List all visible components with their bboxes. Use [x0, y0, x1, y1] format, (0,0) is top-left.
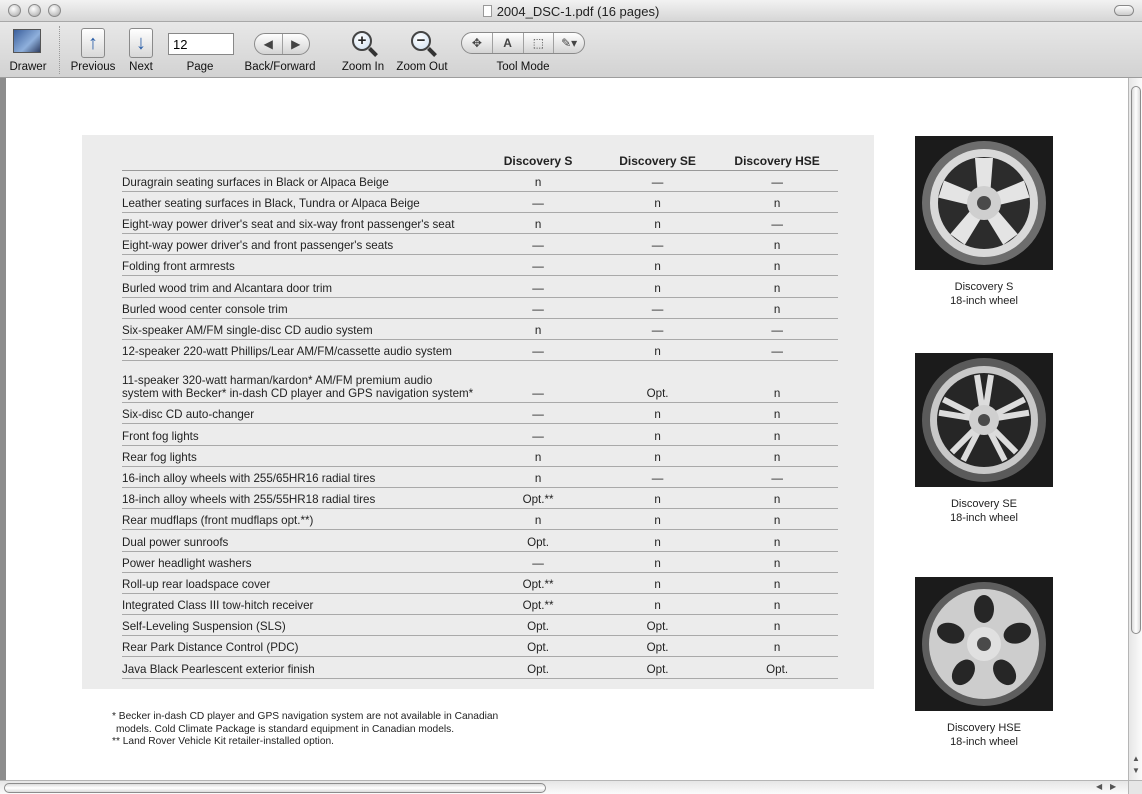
- horizontal-scrollbar[interactable]: [0, 780, 1128, 794]
- availability-cell: n: [599, 276, 716, 297]
- availability-cell: n: [599, 551, 716, 572]
- select-tool-icon[interactable]: ⬚: [524, 33, 555, 53]
- wheel-name-hse: Discovery HSE: [947, 722, 1021, 734]
- feature-name-cell: Burled wood center console trim: [122, 297, 477, 318]
- availability-cell: n: [477, 318, 599, 339]
- feature-name-cell: Eight-way power driver's and front passenger's seats: [122, 234, 477, 255]
- feature-name-cell: Rear fog lights: [122, 445, 477, 466]
- pdf-page: [6, 78, 1128, 780]
- availability-cell: n: [716, 234, 838, 255]
- table-header-discovery-hse: Discovery HSE: [716, 148, 838, 170]
- annotate-tool-icon[interactable]: ✎▾: [561, 36, 578, 50]
- feature-name-cell: Eight-way power driver's seat and six-way front passenger's seat: [122, 212, 477, 233]
- table-row: [122, 276, 838, 297]
- table-row: [122, 170, 838, 191]
- availability-cell: n: [716, 572, 838, 593]
- availability-cell: Opt.: [599, 636, 716, 657]
- availability-cell: n: [599, 340, 716, 361]
- availability-cell: —: [599, 318, 716, 339]
- availability-cell: n: [599, 530, 716, 551]
- footnotes: [112, 711, 498, 749]
- availability-cell: n: [716, 445, 838, 466]
- availability-cell: n: [716, 530, 838, 551]
- availability-cell: —: [477, 276, 599, 297]
- title-bar: [0, 0, 1142, 22]
- availability-cell: n: [477, 509, 599, 530]
- availability-cell: n: [599, 191, 716, 212]
- availability-cell: n: [716, 297, 838, 318]
- availability-cell: n: [477, 466, 599, 487]
- page-label: Page: [186, 61, 214, 73]
- availability-cell: n: [477, 445, 599, 466]
- availability-cell: n: [599, 572, 716, 593]
- availability-cell: n: [716, 361, 838, 403]
- availability-cell: Opt.: [599, 361, 716, 403]
- availability-cell: —: [477, 255, 599, 276]
- availability-cell: n: [716, 551, 838, 572]
- drawer-label: Drawer: [9, 61, 47, 73]
- zoom-in-icon: +: [352, 31, 372, 51]
- availability-cell: n: [716, 255, 838, 276]
- availability-cell: Opt.**: [477, 487, 599, 508]
- wheel-card-s: [915, 136, 1053, 308]
- availability-cell: Opt.: [599, 615, 716, 636]
- horizontal-scroll-thumb[interactable]: [4, 783, 546, 793]
- text-tool-icon[interactable]: A: [493, 33, 524, 53]
- availability-cell: Opt.: [477, 615, 599, 636]
- footnote-line-2: models. Cold Climate Package is standard equipment in Canadian models.: [116, 723, 455, 735]
- availability-cell: n: [599, 212, 716, 233]
- table-row: [122, 318, 838, 339]
- availability-cell: n: [716, 276, 838, 297]
- availability-cell: n: [477, 170, 599, 191]
- wheel-card-se: [915, 353, 1053, 525]
- availability-cell: Opt.: [477, 530, 599, 551]
- zoom-in-label: Zoom In: [341, 61, 385, 73]
- up-arrow-icon: ↑: [81, 28, 105, 58]
- footnote-line-1: * Becker in-dash CD player and GPS navigation system are not available in Canadian: [112, 711, 499, 722]
- vertical-scroll-thumb[interactable]: [1131, 86, 1141, 634]
- feature-name-cell: [122, 361, 477, 403]
- feature-name-cell: Roll-up rear loadspace cover: [122, 572, 477, 593]
- vertical-scrollbar[interactable]: [1128, 78, 1142, 780]
- availability-cell: n: [716, 593, 838, 614]
- availability-cell: n: [599, 255, 716, 276]
- table-row: [122, 530, 838, 551]
- availability-cell: n: [716, 509, 838, 530]
- table-row: [122, 509, 838, 530]
- feature-name-cell: Leather seating surfaces in Black, Tundra or Alpaca Beige: [122, 191, 477, 212]
- back-forward-label: Back/Forward: [244, 61, 316, 73]
- wheel-image-discovery-hse: [915, 577, 1053, 711]
- wheel-image-discovery-s: [915, 136, 1053, 270]
- table-row: [122, 636, 838, 657]
- previous-label: Previous: [70, 61, 116, 73]
- availability-cell: n: [716, 424, 838, 445]
- availability-cell: n: [599, 487, 716, 508]
- feature-name-cell: Self-Leveling Suspension (SLS): [122, 615, 477, 636]
- availability-cell: Opt.**: [477, 572, 599, 593]
- scroll-corner: [1128, 780, 1142, 794]
- availability-cell: —: [599, 297, 716, 318]
- table-row: [122, 403, 838, 424]
- scroll-up-arrow-icon[interactable]: ▲: [1132, 754, 1140, 763]
- toolbar-separator: [59, 26, 60, 74]
- wheel-size-hse: 18-inch wheel: [950, 736, 1018, 748]
- tool-mode-label: Tool Mode: [496, 61, 550, 73]
- down-arrow-icon: ↓: [129, 28, 153, 58]
- table-row: [122, 487, 838, 508]
- back-forward-control: [254, 33, 310, 55]
- table-row: [122, 593, 838, 614]
- feature-name-cell: 16-inch alloy wheels with 255/65HR16 radial tires: [122, 466, 477, 487]
- feature-name-cell: Rear mudflaps (front mudflaps opt.**): [122, 509, 477, 530]
- availability-cell: n: [599, 593, 716, 614]
- wheel-caption-hse: [915, 721, 1053, 749]
- availability-cell: —: [477, 403, 599, 424]
- table-row: [122, 445, 838, 466]
- wheel-size-s: 18-inch wheel: [950, 295, 1018, 307]
- table-header-feature: [122, 148, 477, 170]
- back-button[interactable]: ◀: [255, 34, 283, 54]
- feature-name-cell: Duragrain seating surfaces in Black or Alpaca Beige: [122, 170, 477, 191]
- scroll-down-arrow-icon[interactable]: ▼: [1132, 766, 1140, 775]
- wheel-name-s: Discovery S: [954, 281, 1014, 293]
- next-label: Next: [129, 61, 153, 73]
- table-row: [122, 572, 838, 593]
- availability-cell: —: [477, 340, 599, 361]
- feature-name-cell: Power headlight washers: [122, 551, 477, 572]
- wheel-caption-s: [915, 280, 1053, 308]
- feature-name-cell: 12-speaker 220-watt Phillips/Lear AM/FM/cassette audio system: [122, 340, 477, 361]
- availability-cell: —: [477, 297, 599, 318]
- page-number-input[interactable]: [168, 33, 234, 55]
- feature-name-cell: Six-disc CD auto-changer: [122, 403, 477, 424]
- table-header-discovery-se: Discovery SE: [599, 148, 716, 170]
- table-row: [122, 657, 838, 678]
- feature-name-cell: Folding front armrests: [122, 255, 477, 276]
- availability-cell: Opt.: [477, 657, 599, 678]
- feature-name-line-1: 11-speaker 320-watt harman/kardon* AM/FM premium audio: [122, 374, 433, 388]
- availability-cell: Opt.**: [477, 593, 599, 614]
- feature-name-cell: Burled wood trim and Alcantara door trim: [122, 276, 477, 297]
- tool-mode-control: [461, 32, 585, 54]
- feature-name-cell: Dual power sunroofs: [122, 530, 477, 551]
- footnote-line-3: ** Land Rover Vehicle Kit retailer-installed option.: [112, 736, 334, 747]
- table-row: [122, 551, 838, 572]
- wheel-card-hse: [915, 577, 1053, 749]
- feature-name-cell: Front fog lights: [122, 424, 477, 445]
- availability-cell: —: [477, 234, 599, 255]
- zoom-in-handle: [368, 47, 378, 57]
- table-row: [122, 424, 838, 445]
- table-header-discovery-s: Discovery S: [477, 148, 599, 170]
- window-title: [0, 4, 1142, 19]
- availability-cell: —: [477, 424, 599, 445]
- availability-cell: —: [716, 212, 838, 233]
- scroll-right-arrow-icon[interactable]: ▶: [1110, 782, 1117, 791]
- table-row: [122, 297, 838, 318]
- availability-cell: Opt.: [477, 636, 599, 657]
- availability-cell: —: [477, 361, 599, 403]
- wheel-caption-se: [915, 497, 1053, 525]
- availability-cell: n: [477, 212, 599, 233]
- zoom-out-icon: −: [411, 31, 431, 51]
- availability-cell: —: [716, 318, 838, 339]
- table-row: [122, 255, 838, 276]
- move-tool-icon[interactable]: ✥: [462, 33, 493, 53]
- zoom-out-handle: [427, 47, 437, 57]
- table-row: [122, 212, 838, 233]
- availability-cell: —: [477, 551, 599, 572]
- availability-cell: Opt.: [599, 657, 716, 678]
- pdf-document-icon: [483, 5, 492, 17]
- table-header-row: [122, 148, 838, 170]
- availability-cell: —: [477, 191, 599, 212]
- availability-cell: Opt.: [716, 657, 838, 678]
- availability-cell: n: [599, 424, 716, 445]
- toolbar: [0, 22, 1142, 78]
- feature-name-cell: Java Black Pearlescent exterior finish: [122, 657, 477, 678]
- document-viewer[interactable]: [0, 78, 1128, 780]
- availability-cell: —: [716, 340, 838, 361]
- table-row: [122, 466, 838, 487]
- table-row: [122, 191, 838, 212]
- table-row: [122, 234, 838, 255]
- availability-cell: n: [716, 403, 838, 424]
- availability-cell: —: [716, 466, 838, 487]
- availability-cell: n: [716, 636, 838, 657]
- feature-name-cell: Integrated Class III tow-hitch receiver: [122, 593, 477, 614]
- availability-cell: n: [599, 403, 716, 424]
- scroll-left-arrow-icon[interactable]: ◀: [1096, 782, 1103, 791]
- availability-cell: n: [599, 509, 716, 530]
- zoom-out-label: Zoom Out: [396, 61, 448, 73]
- availability-cell: —: [716, 170, 838, 191]
- availability-cell: n: [716, 487, 838, 508]
- features-table: [122, 148, 838, 679]
- forward-button[interactable]: ▶: [291, 37, 301, 51]
- feature-name-cell: 18-inch alloy wheels with 255/55HR18 radial tires: [122, 487, 477, 508]
- availability-cell: n: [599, 445, 716, 466]
- table-row: [122, 615, 838, 636]
- drawer-icon: [13, 29, 41, 53]
- feature-name-line-2: system with Becker* in-dash CD player and GPS navigation system*: [122, 387, 474, 401]
- availability-cell: —: [599, 234, 716, 255]
- feature-name-cell: Rear Park Distance Control (PDC): [122, 636, 477, 657]
- toolbar-toggle-button[interactable]: [1114, 5, 1134, 16]
- wheel-size-se: 18-inch wheel: [950, 512, 1018, 524]
- table-row: [122, 340, 838, 361]
- availability-cell: —: [599, 170, 716, 191]
- wheel-name-se: Discovery SE: [950, 498, 1018, 510]
- availability-cell: n: [716, 615, 838, 636]
- wheel-image-discovery-se: [915, 353, 1053, 487]
- availability-cell: n: [716, 191, 838, 212]
- window-title-text: 2004_DSC-1.pdf (16 pages): [496, 4, 660, 19]
- feature-name-cell: Six-speaker AM/FM single-disc CD audio system: [122, 318, 477, 339]
- availability-cell: —: [599, 466, 716, 487]
- table-row: [122, 361, 838, 403]
